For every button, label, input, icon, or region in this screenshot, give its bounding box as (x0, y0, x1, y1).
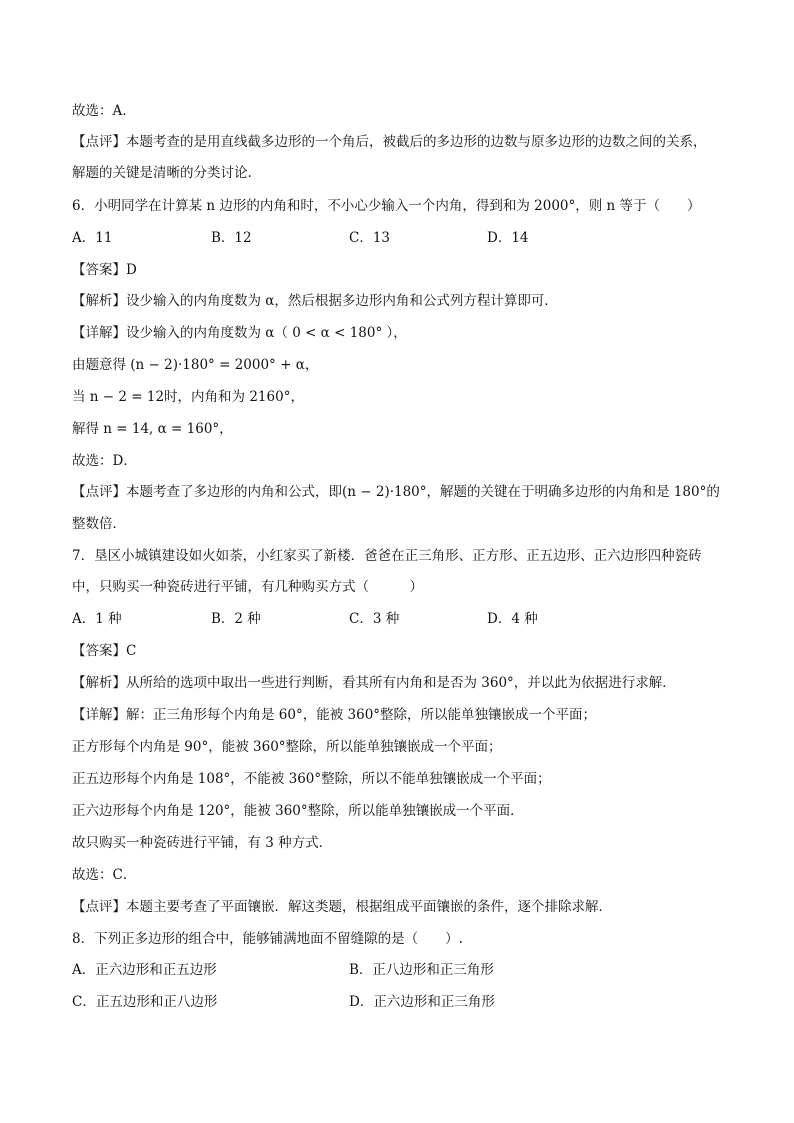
q6-option-d: D．14 (487, 230, 529, 246)
q6-option-b: B．12 (211, 230, 252, 246)
prev-comment-line-1: 【点评】本题考查的是用直线截多边形的一个角后，被截后的多边形的边数与原多边形的边数之间的关系， (72, 134, 707, 150)
q8-option-d: D．正六边形和正三角形 (349, 994, 495, 1010)
prev-choice: 故选：A. (72, 103, 127, 119)
q6-option-a: A．11 (72, 230, 113, 246)
q7-detail-line-3: 正五边形每个内角是 108°，不能被 360°整除，所以不能单独镶嵌成一个平面； (72, 771, 551, 787)
q7-detail-line-2: 正方形每个内角是 90°，能被 360°整除，所以能单独镶嵌成一个平面； (72, 739, 502, 755)
q6-option-c: C．13 (349, 230, 391, 246)
prev-comment-line-2: 解题的关键是清晰的分类讨论. (72, 165, 252, 181)
q6-comment-line-2: 整数倍． (72, 516, 126, 532)
q7-detail-line-4: 正六边形每个内角是 120°，能被 360°整除，所以能单独镶嵌成一个平面． (72, 803, 524, 819)
q7-option-b: B．2 种 (211, 611, 261, 627)
q6-analysis: 【解析】设少输入的内角度数为 α，然后根据多边形内角和公式列方程计算即可． (72, 293, 558, 309)
q6-detail-line-1: 【详解】设少输入的内角度数为 α（ 0 < α < 180° ）， (72, 325, 407, 341)
q7-stem-line-2: 中，只购买一种瓷砖进行平铺，有几种购买方式（ ） (72, 579, 423, 595)
q6-detail-line-2: 由题意得 (n − 2)·180° = 2000° + α， (72, 357, 319, 373)
q7-stem-line-1: 7．垦区小城镇建设如火如荼，小红家买了新楼．爸爸在正三角形、正方形、正五边形、正六边形四种瓷砖 (72, 548, 702, 564)
q7-choice: 故选：C． (72, 867, 137, 883)
q6-detail-line-3: 当 n − 2 = 12时，内角和为 2160°， (72, 389, 304, 405)
q7-detail-line-5: 故只购买一种瓷砖进行平铺，有 3 种方式． (72, 835, 333, 851)
q8-option-b: B．正八边形和正三角形 (349, 962, 494, 978)
q7-answer: 【答案】C (72, 643, 137, 659)
q8-stem: 8．下列正多边形的组合中，能够铺满地面不留缝隙的是（ ）. (72, 931, 463, 947)
q7-option-c: C．3 种 (349, 611, 400, 627)
q6-detail-line-4: 解得 n = 14, α = 160°， (72, 421, 233, 437)
q8-option-c: C．正五边形和正八边形 (72, 994, 218, 1010)
q7-option-d: D．4 种 (487, 611, 538, 627)
q6-choice: 故选：D． (72, 453, 137, 469)
q8-option-a: A．正六边形和正五边形 (72, 962, 217, 978)
q6-answer: 【答案】D (72, 262, 137, 278)
q6-stem: 6．小明同学在计算某 n 边形的内角和时，不小心少输入一个内角，得到和为 2000°，则 n 等于（ ） (72, 198, 701, 214)
q7-detail-line-1: 【详解】解：正三角形每个内角是 60°，能被 360°整除，所以能单独镶嵌成一个平面； (72, 707, 597, 723)
q7-option-a: A．1 种 (72, 611, 122, 627)
q7-analysis: 【解析】从所给的选项中取出一些进行判断，看其所有内角和是否为 360°，并以此为依据进行求解． (72, 675, 676, 691)
q7-comment: 【点评】本题主要考查了平面镶嵌．解这类题，根据组成平面镶嵌的条件，逐个排除求解． (72, 899, 612, 915)
q6-comment-line-1: 【点评】本题考查了多边形的内角和公式，即(n − 2)·180°，解题的关键在于明确多边形的内角和是 180°的 (72, 484, 720, 500)
